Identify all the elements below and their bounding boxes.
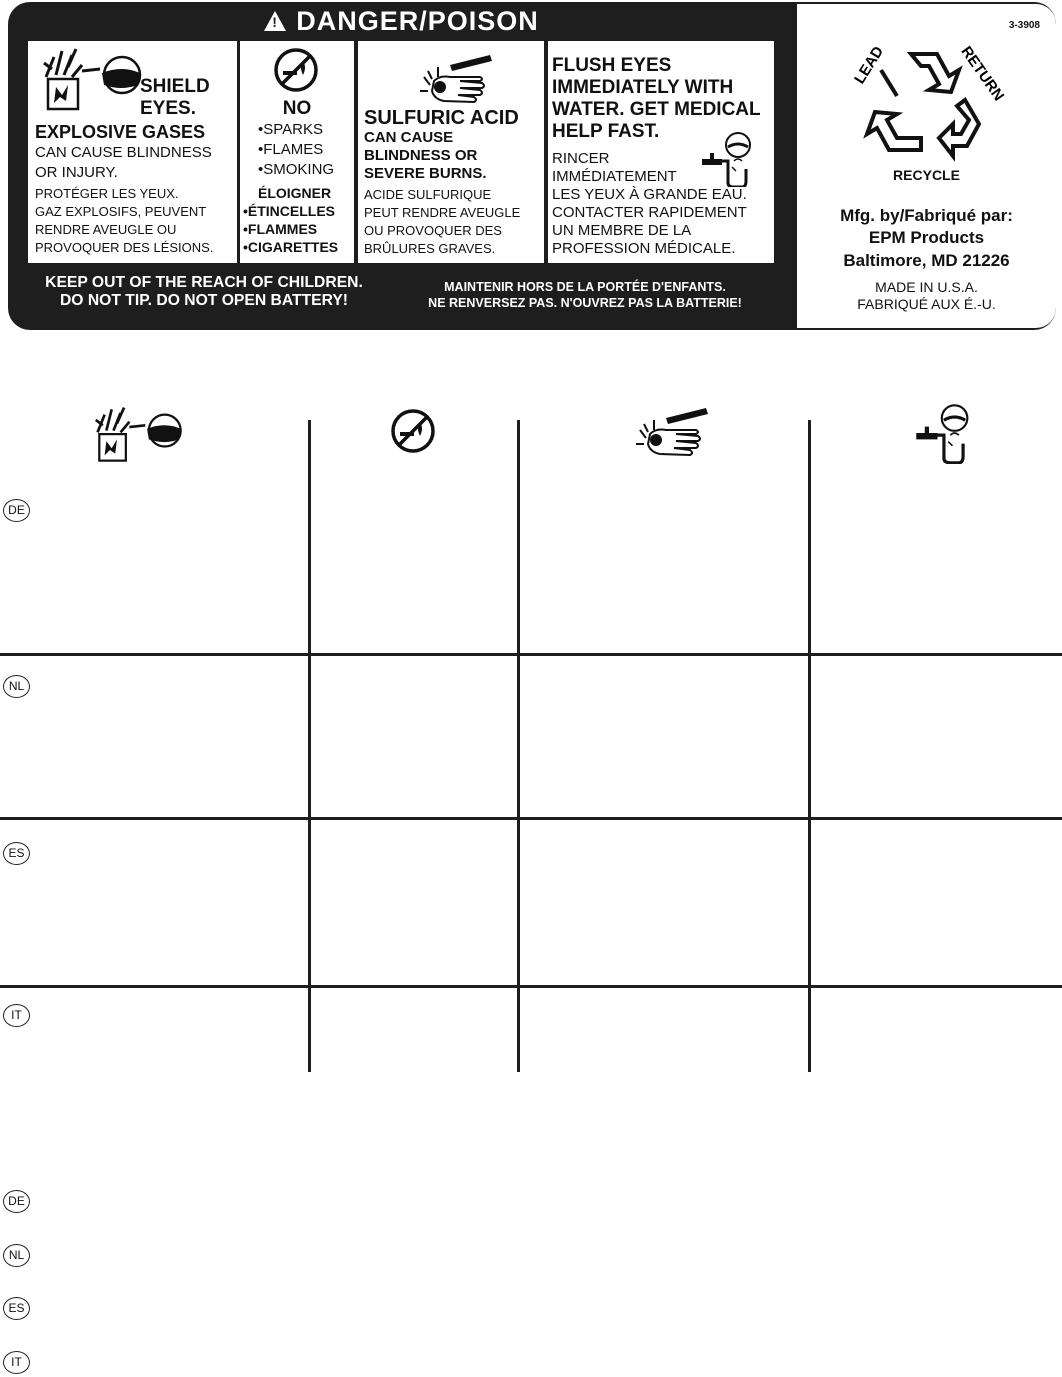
grid-row-divider-3 — [0, 985, 1062, 988]
no-item-sparks: •SPARKS — [258, 121, 323, 138]
acid-fr-line1: ACIDE SULFURIQUE — [364, 187, 492, 202]
no-smoking-icon — [273, 47, 319, 93]
grid-no-smoking-icon — [390, 408, 436, 454]
no-item-smoking: •SMOKING — [258, 161, 335, 178]
flush-heading-2: IMMEDIATELY WITH — [552, 77, 734, 98]
list-lang-nl-badge: NL — [3, 1244, 30, 1267]
recycle-box — [797, 4, 1056, 328]
shield-en-line1: CAN CAUSE BLINDNESS — [35, 144, 212, 161]
shield-heading-1: SHIELD — [140, 76, 210, 97]
recycle-icon — [841, 40, 1013, 166]
acid-en-line2: BLINDNESS OR — [364, 147, 478, 164]
acid-fr-line4: BRÛLURES GRAVES. — [364, 241, 496, 256]
grid-divider-3 — [808, 420, 811, 1072]
acid-en-line1: CAN CAUSE — [364, 129, 454, 146]
explosion-goggles-icon — [42, 47, 146, 113]
eloigner-heading: ÉLOIGNER — [258, 185, 332, 201]
warning-label — [8, 2, 1056, 330]
acid-en-line3: SEVERE BURNS. — [364, 165, 487, 182]
shield-heading-2: EYES. — [140, 98, 196, 119]
grid-lang-nl-badge: NL — [3, 675, 30, 698]
grid-explosion-goggles-icon — [94, 402, 186, 468]
flush-fr-line5: UN MEMBRE DE LA — [552, 222, 692, 239]
eyewash-faucet-icon — [698, 131, 760, 187]
return-text: RETURN — [957, 43, 1008, 105]
shield-fr-line4: PROVOQUER DES LÉSIONS. — [35, 240, 214, 255]
grid-lang-es-badge: ES — [3, 842, 30, 865]
shield-eyes-panel — [28, 41, 237, 263]
sulfuric-acid-panel — [358, 41, 544, 263]
no-item-flames: •FLAMES — [258, 141, 324, 158]
grid-divider-2 — [517, 420, 520, 1072]
no-heading: NO — [282, 98, 312, 119]
flush-fr-line1: RINCER — [552, 150, 610, 167]
flush-fr-line2: IMMÉDIATEMENT — [552, 168, 677, 185]
grid-lang-it-badge: IT — [3, 1004, 30, 1027]
manufacturer-info: Mfg. by/Fabriqué par: EPM Products Baltimore, MD 21226 — [840, 206, 1013, 270]
made-in: MADE IN U.S.A. FABRIQUÉ AUX É.-U. — [857, 279, 996, 312]
flush-fr-line3: LES YEUX À GRANDE EAU. — [552, 186, 747, 203]
label-title: !DANGER/POISON — [8, 6, 795, 37]
flush-heading-4: HELP FAST. — [552, 121, 660, 142]
shield-en-line2: OR INJURY. — [35, 164, 118, 181]
explosive-gases-heading: EXPLOSIVE GASES — [35, 122, 206, 142]
list-lang-de-badge: DE — [3, 1190, 30, 1213]
grid-eyewash-faucet-icon — [912, 402, 978, 464]
flush-heading-3: WATER. GET MEDICAL — [552, 99, 761, 120]
grid-acid-hand-icon — [636, 404, 712, 458]
lead-text: LEAD — [851, 43, 888, 88]
list-lang-es-badge: ES — [3, 1297, 30, 1320]
no-fr-item1: •ÉTINCELLES — [243, 203, 336, 219]
acid-hand-icon — [420, 51, 496, 105]
acid-fr-line3: OU PROVOQUER DES — [364, 223, 502, 238]
product-code: 3-3908 — [1008, 20, 1040, 31]
flush-fr-line6: PROFESSION MÉDICALE. — [552, 240, 736, 257]
flush-fr-line4: CONTACTER RAPIDEMENT — [552, 204, 747, 221]
sulfuric-acid-heading: SULFURIC ACID — [364, 107, 519, 129]
no-flames-panel — [240, 41, 354, 263]
list-lang-it-badge: IT — [3, 1351, 30, 1374]
flush-heading-1: FLUSH EYES — [552, 55, 672, 76]
warning-triangle-icon — [264, 11, 286, 31]
keep-out-warning-fr: MAINTENIR HORS DE LA PORTÉE D'ENFANTS. NE RENVERSEZ PAS. N'OUVREZ PAS LA BATTERIE! — [428, 280, 742, 311]
shield-fr-line2: GAZ EXPLOSIFS, PEUVENT — [35, 204, 207, 219]
grid-lang-de-badge: DE — [3, 499, 30, 522]
grid-row-divider-1 — [0, 653, 1062, 656]
keep-out-warning-en: KEEP OUT OF THE REACH OF CHILDREN. DO NOT TIP. DO NOT OPEN BATTERY! — [45, 274, 363, 310]
recycle-text: RECYCLE — [893, 167, 960, 183]
no-fr-item3: •CIGARETTES — [243, 239, 339, 255]
shield-fr-line1: PROTÉGER LES YEUX. — [35, 186, 179, 201]
flush-eyes-panel — [548, 41, 774, 263]
grid-divider-1 — [308, 420, 311, 1072]
acid-fr-line2: PEUT RENDRE AVEUGLE — [364, 205, 521, 220]
shield-fr-line3: RENDRE AVEUGLE OU — [35, 222, 177, 237]
no-fr-item2: •FLAMMES — [243, 221, 318, 237]
grid-row-divider-2 — [0, 817, 1062, 820]
